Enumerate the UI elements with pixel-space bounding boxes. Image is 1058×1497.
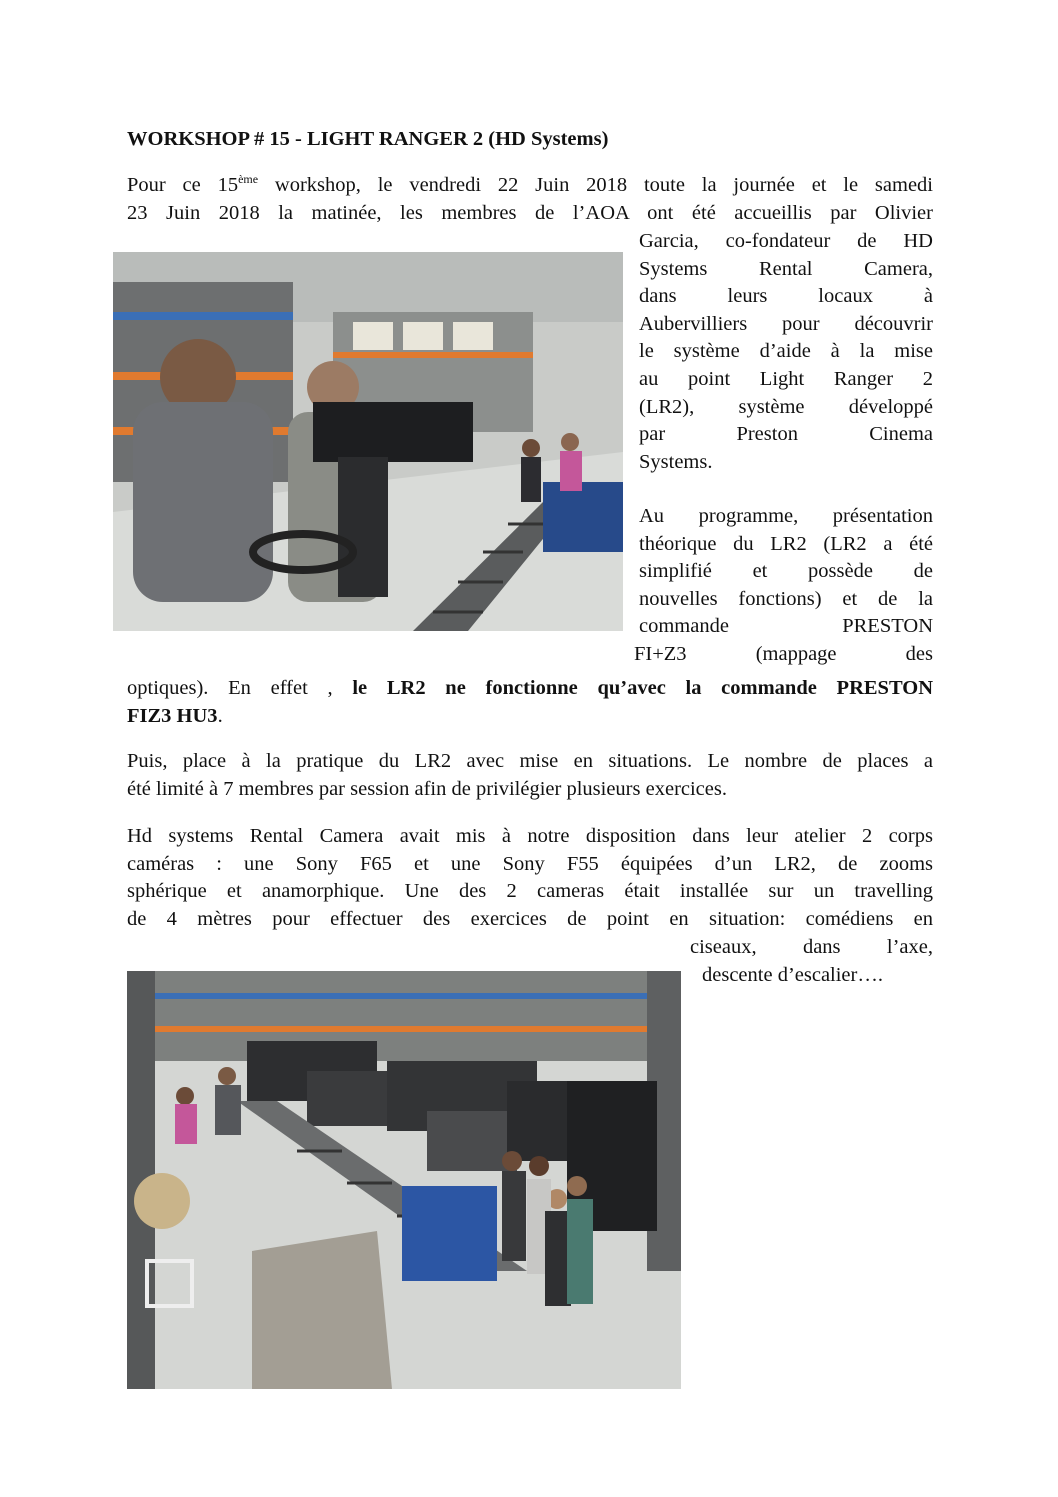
intro-paragraph [127, 172, 933, 227]
workshop-photo-overhead [127, 971, 681, 1389]
programme-wrap-line: Au programme, présentation [639, 505, 933, 527]
equipment-wrap-text [690, 934, 933, 989]
intro-wrap-line: (LR2), système développé [639, 395, 933, 418]
operators-photo-illustration [113, 252, 623, 631]
intro-wrap-line: Garcia, co-fondateur de HD [639, 230, 933, 252]
overhead-photo-illustration [127, 971, 681, 1389]
practice-paragraph [127, 748, 933, 803]
practice-line: Puis, place à la pratique du LR2 avec mise en situations. Le nombre de places a [127, 750, 933, 772]
intro-wrap-line: Aubervilliers pour découvrir [639, 312, 933, 335]
intro-wrap-line: par Preston Cinema [639, 423, 933, 446]
equipment-line: sphérique et anamorphique. Une des 2 cameras était installée sur un travelling [127, 880, 933, 903]
programme-wrap-line: commande PRESTON [639, 615, 933, 638]
intro-line-2: 23 Juin 2018 la matinée, les membres de l’AOA ont été accueillis par Olivier [127, 201, 933, 224]
intro-wrap-text [639, 228, 933, 476]
programme-full-text [127, 675, 933, 730]
equipment-wrap-line: ciseaux, dans l’axe, [690, 936, 933, 958]
programme-wrap-text [634, 503, 933, 669]
practice-line: été limité à 7 membres par session afin de privilégier plusieurs exercices. [127, 777, 727, 800]
equipment-line: caméras : une Sony F65 et une Sony F55 équipées d’un LR2, de zooms [127, 852, 933, 875]
intro-wrap-line: le système d’aide à la mise [639, 340, 933, 363]
intro-wrap-line: Systems. [639, 450, 713, 473]
programme-wrap-line: nouvelles fonctions) et de la [639, 587, 933, 610]
intro-wrap-line: Systems Rental Camera, [639, 257, 933, 280]
equipment-paragraph [127, 823, 933, 933]
programme-wrap-line: théorique du LR2 (LR2 a été [639, 532, 933, 555]
programme-line-full: optiques). En effet , le LR2 ne fonctionne qu’avec la commande PRESTON [127, 677, 934, 699]
programme-line-last: FIZ3 HU3. [127, 704, 223, 727]
page-title: WORKSHOP # 15 - LIGHT RANGER 2 (HD Systems) [127, 128, 609, 150]
programme-wrap-line: FI+Z3 (mappage des [634, 642, 933, 665]
workshop-photo-operators [113, 252, 623, 631]
intro-wrap-line: dans leurs locaux à [639, 285, 933, 308]
equipment-line: de 4 mètres pour effectuer des exercices de point en situation: comédiens en [127, 907, 933, 930]
intro-wrap-line: au point Light Ranger 2 [639, 367, 933, 390]
intro-line-1: Pour ce 15ème workshop, le vendredi 22 Juin 2018 toute la journée et le samedi [127, 172, 933, 196]
programme-wrap-line: simplifié et possède de [639, 560, 933, 583]
equipment-line: Hd systems Rental Camera avait mis à notre disposition dans leur atelier 2 corps [127, 825, 933, 847]
equipment-wrap-line: descente d’escalier…. [702, 963, 883, 986]
